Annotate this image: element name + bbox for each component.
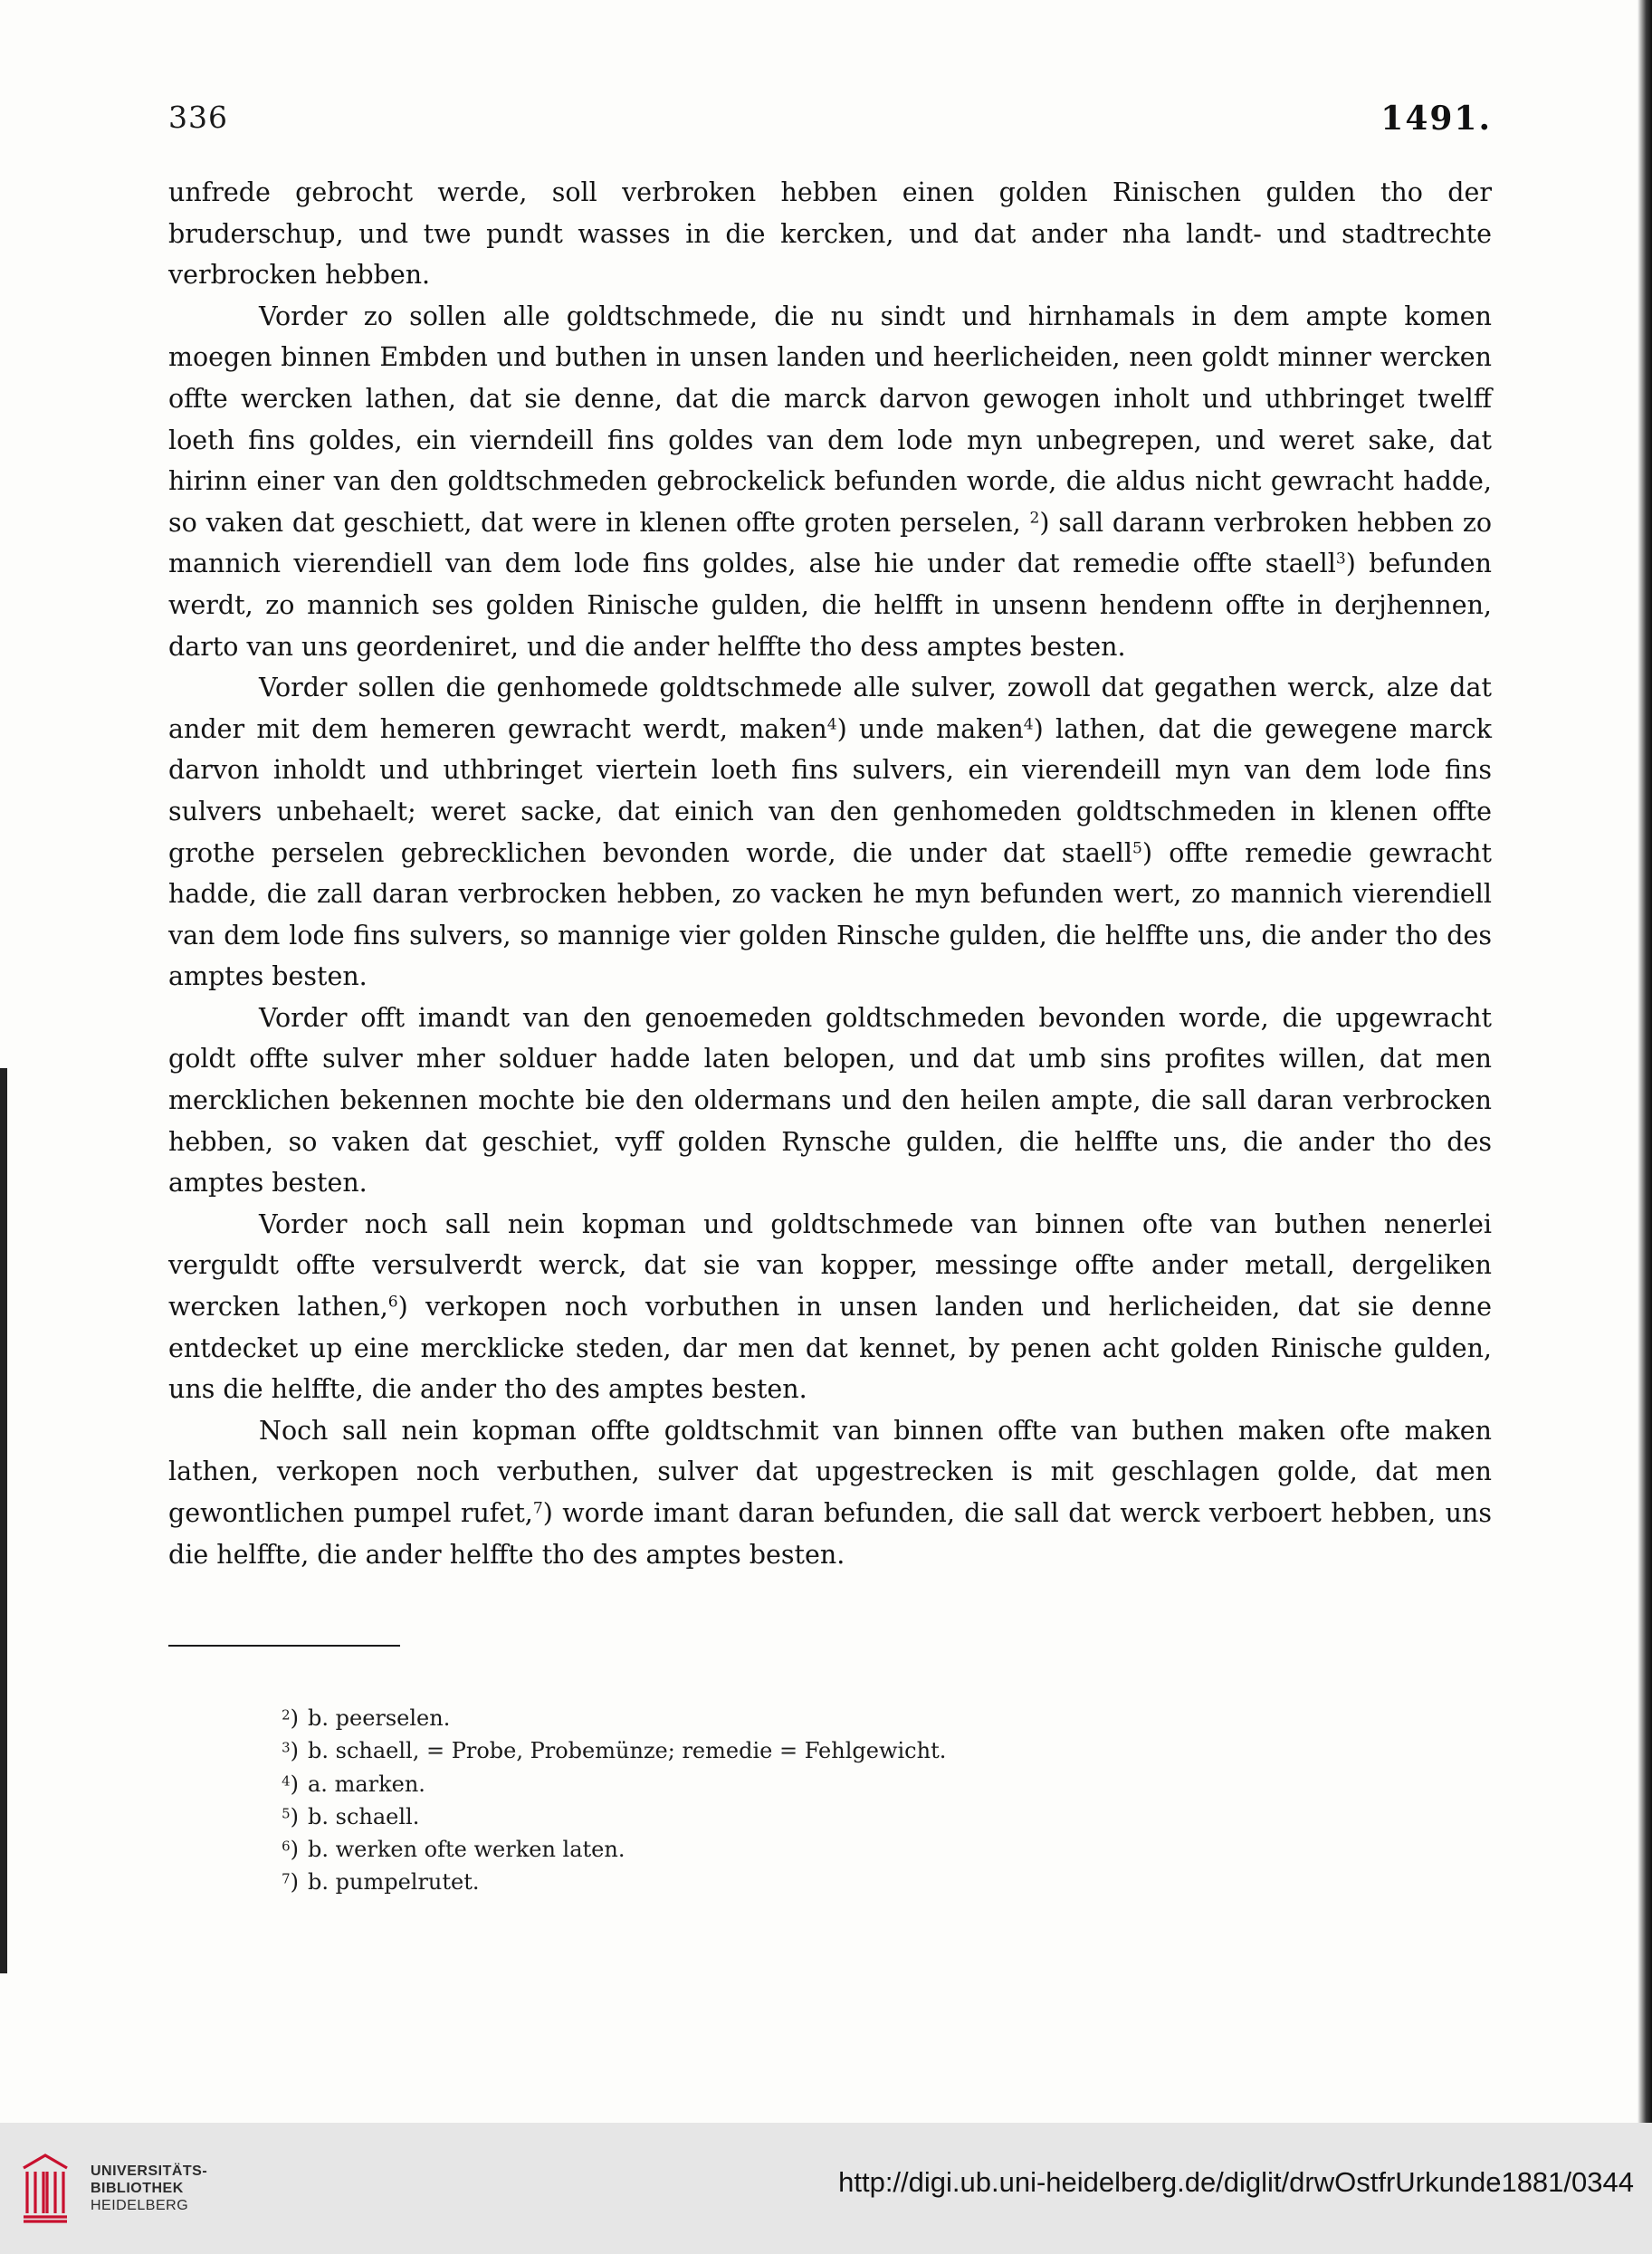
footnote: $^7$) b. pumpelrutet.	[282, 1869, 480, 1896]
library-name-line: HEIDELBERG	[91, 2198, 189, 2213]
footnote-mark: 4	[282, 1772, 291, 1789]
footnote-text: b. schaell.	[308, 1803, 420, 1829]
footnote: $^5$) b. schaell.	[282, 1803, 420, 1829]
footnote-text: b. peerselen.	[308, 1705, 451, 1731]
footnote-mark: 7	[282, 1870, 291, 1887]
paragraph-text: worde imant daran befunden, die sall dat werck verboert hebben, uns die helffte, die ander helffte tho des amptes besten.	[168, 1498, 1492, 1570]
footnote-ref[interactable]: 7	[532, 1499, 543, 1518]
footnote-text: b. schaell, = Probe, Probemünze; remedie = Fehlgewicht.	[308, 1738, 947, 1764]
footnote-mark: 5	[282, 1805, 291, 1822]
paragraph-text: offte remedie gewracht hadde, die zall daran verbrocken hebben, zo vacken he myn befunden wert, zo mannich vierendiell van dem lode fins sulvers, so mannige vier golden Rinsche gulden, die helffte uns, die ander tho des amptes besten.	[168, 837, 1492, 992]
paragraph-text: befunden werdt, zo mannich ses golden Rinische gulden, die helfft in unsenn hendenn offte in derjhennen, darto van uns geordeniret, und die ander helffte tho dess amptes besten.	[168, 549, 1492, 662]
paragraph-text: verkopen noch vorbuthen in unsen landen und herlicheiden, dat sie denne entdecket up eine mercklicke steden, dar men dat kennet, by penen acht golden Rinische gulden, uns die helffte, die ander tho des amptes besten.	[168, 1292, 1492, 1405]
footnote-text: b. werken ofte werken laten.	[308, 1837, 625, 1863]
page-number: 336	[168, 100, 228, 135]
library-name	[91, 2163, 207, 2214]
library-name-line: UNIVERSITÄTS-	[91, 2163, 208, 2179]
library-name-line: BIBLIOTHEK	[91, 2181, 184, 2196]
footnote-divider	[168, 1645, 400, 1647]
paragraph-text: Vorder sollen die genhomede goldtschmede alle sulver, zowoll dat gegathen werck, alze dat ander mit dem hemeren gewracht werdt, maken	[168, 673, 1492, 744]
footnote-text: b. pumpelrutet.	[308, 1869, 480, 1896]
footnote: $^6$) b. werken ofte werken laten.	[282, 1837, 625, 1863]
page-year: 1491.	[1380, 100, 1492, 138]
footnote-ref[interactable]: 5	[1132, 839, 1142, 858]
footnote-text: a. marken.	[308, 1771, 425, 1797]
paragraph-text: Vorder offt imandt van den genoemeden goldtschmeden bevonden worde, die upgewracht goldt offte sulver mher solduer hadde laten belopen, und dat umb sins profites willen, dat men mercklichen bekennen mochte bie den oldermans und den heilen ampte, die sall daran verbrocken hebben, so vaken dat geschiet, vyff golden Rynsche gulden, die helffte uns, die ander tho des amptes besten.	[168, 1002, 1492, 1199]
permalink-url[interactable]: http://digi.ub.uni-heidelberg.de/diglit/drwOstfrUrkunde1881/0344	[838, 2166, 1634, 2198]
footnote-mark: 3	[282, 1739, 291, 1756]
paragraph-text: Vorder zo sollen alle goldtschmede, die nu sindt und hirnhamals in dem ampte komen moegen binnen Embden und buthen in unsen landen und heerlicheiden, neen goldt minner wercken offte wercken lathen, dat sie denne, dat die marck darvon gewogen inholt und uthbringet twelff loeth fins goldes, ein vierndeill fins goldes van dem lode myn unbegrepen, und weret sake, dat hirinn einer van den goldtschmeden gebrockelick befunden worde, die aldus nicht gewracht hadde, so vaken dat geschiett, dat were in klenen offte groten perselen,	[168, 301, 1492, 538]
library-logo-icon[interactable]	[20, 2150, 71, 2224]
footnote-mark: 2	[282, 1706, 291, 1724]
footnote-ref[interactable]: 3	[1335, 549, 1346, 568]
footnote-ref[interactable]: 4	[826, 715, 837, 734]
footnote-mark: 6	[282, 1838, 291, 1855]
footnote-ref[interactable]: 6	[387, 1293, 398, 1312]
footnote: $^4$) a. marken.	[282, 1771, 425, 1797]
paragraph: Vorder noch sall nein kopman und goldtschmede van binnen ofte van buthen nenerlei verguldt offte versulverdt werck, dat sie van kopper, messinge offte ander metall, dergeliken wercken lathen,$^6$) verkopen noch vorbuthen in unsen landen und herlicheiden, dat sie denne entdecket up eine mercklicke steden, dar men dat kennet, by penen acht golden Rinische gulden, uns die helffte, die ander tho des amptes besten.	[168, 1208, 1492, 1405]
paragraph-text: sall darann verbroken hebben zo mannich vierendiell van dem lode fins goldes, alse hie under dat remedie offte staell	[168, 507, 1493, 579]
page-edge-shadow-left	[0, 1068, 7, 1973]
paragraph	[168, 998, 1492, 1204]
paragraph-text: Vorder noch sall nein kopman und goldtschmede van binnen ofte van buthen nenerlei verguldt offte versulverdt werck, dat sie van kopper, messinge offte ander metall, dergeliken wercken lathen,	[168, 1208, 1492, 1323]
page-edge-shadow	[1638, 0, 1652, 2123]
page-header	[168, 100, 1492, 154]
paragraph-text: Noch sall nein kopman offte goldtschmit van binnen offte van buthen maken ofte maken lathen, verkopen noch verbuthen, sulver dat upgestrecken is mit geschlagen golde, dat men gewontlichen pumpel rufet,	[168, 1415, 1492, 1528]
body-text	[168, 172, 1492, 1575]
paragraph-text: unde maken	[859, 713, 1024, 744]
footnote: $^3$) b. schaell, = Probe, Probemünze; remedie = Fehlgewicht.	[282, 1738, 947, 1764]
paragraph: Vorder zo sollen alle goldtschmede, die nu sindt und hirnhamals in dem ampte komen moegen binnen Embden und buthen in unsen landen und heerlicheiden, neen goldt minner wercken offte wercken lathen, dat sie denne, dat die marck darvon gewogen inholt und uthbringet twelff loeth fins goldes, ein vierndeill fins goldes van dem lode myn unbegrepen, und weret sake, dat hirinn einer van den goldtschmeden gebrockelick befunden worde, die aldus nicht gewracht hadde, so vaken dat geschiett, dat were in klenen offte groten perselen, $^2$) sall darann verbroken hebben zo mannich vierendiell van dem lode fins goldes, alse hie under dat remedie offte staell$^3$) befunden werdt, zo mannich ses golden Rinische gulden, die helfft in unsenn hendenn offte in derjhennen, darto van uns geordeniret, und die ander helffte tho dess amptes besten.	[168, 301, 1493, 662]
paragraph-text: unfrede gebrocht werde, soll verbroken hebben einen golden Rinischen gulden tho der bruderschup, und twe pundt wasses in die kercken, und dat ander nha landt- und stadtrechte verbrocken hebben.	[168, 177, 1492, 291]
paragraph-text: lathen, dat die gewegene marck darvon inholdt und uthbringet viertein loeth fins sulvers, ein vierendeill myn van dem lode fins sulvers unbehaelt; weret sacke, dat einich van den genhomeden goldtschmeden in klenen offte grothe perselen gebrecklichen bevonden worde, die under dat staell	[168, 713, 1492, 868]
footnotes	[268, 1702, 1083, 1899]
viewer-footer	[0, 2123, 1652, 2254]
paragraph	[168, 172, 1492, 296]
footnote-ref[interactable]: 2	[1029, 509, 1040, 528]
footnote: $^2$) b. peerselen.	[282, 1705, 451, 1731]
paragraph: Vorder sollen die genhomede goldtschmede alle sulver, zowoll dat gegathen werck, alze dat ander mit dem hemeren gewracht werdt, maken$^4$) unde maken$^4$) lathen, dat die gewegene marck darvon inholdt und uthbringet viertein loeth fins sulvers, ein vierendeill myn van dem lode fins sulvers unbehaelt; weret sacke, dat einich van den genhomeden goldtschmeden in klenen offte grothe perselen gebrecklichen bevonden worde, die under dat staell$^5$) offte remedie gewracht hadde, die zall daran verbrocken hebben, zo vacken he myn befunden wert, zo mannich vierendiell van dem lode fins sulvers, so mannige vier golden Rinsche gulden, die helffte uns, die ander tho des amptes besten.	[168, 673, 1492, 992]
paragraph: Noch sall nein kopman offte goldtschmit van binnen offte van buthen maken ofte maken lathen, verkopen noch verbuthen, sulver dat upgestrecken is mit geschlagen golde, dat men gewontlichen pumpel rufet,$^7$) worde imant daran befunden, die sall dat werck verboert hebben, uns die helffte, die ander helffte tho des amptes besten.	[168, 1415, 1492, 1570]
footnote-ref[interactable]: 4	[1023, 715, 1034, 734]
